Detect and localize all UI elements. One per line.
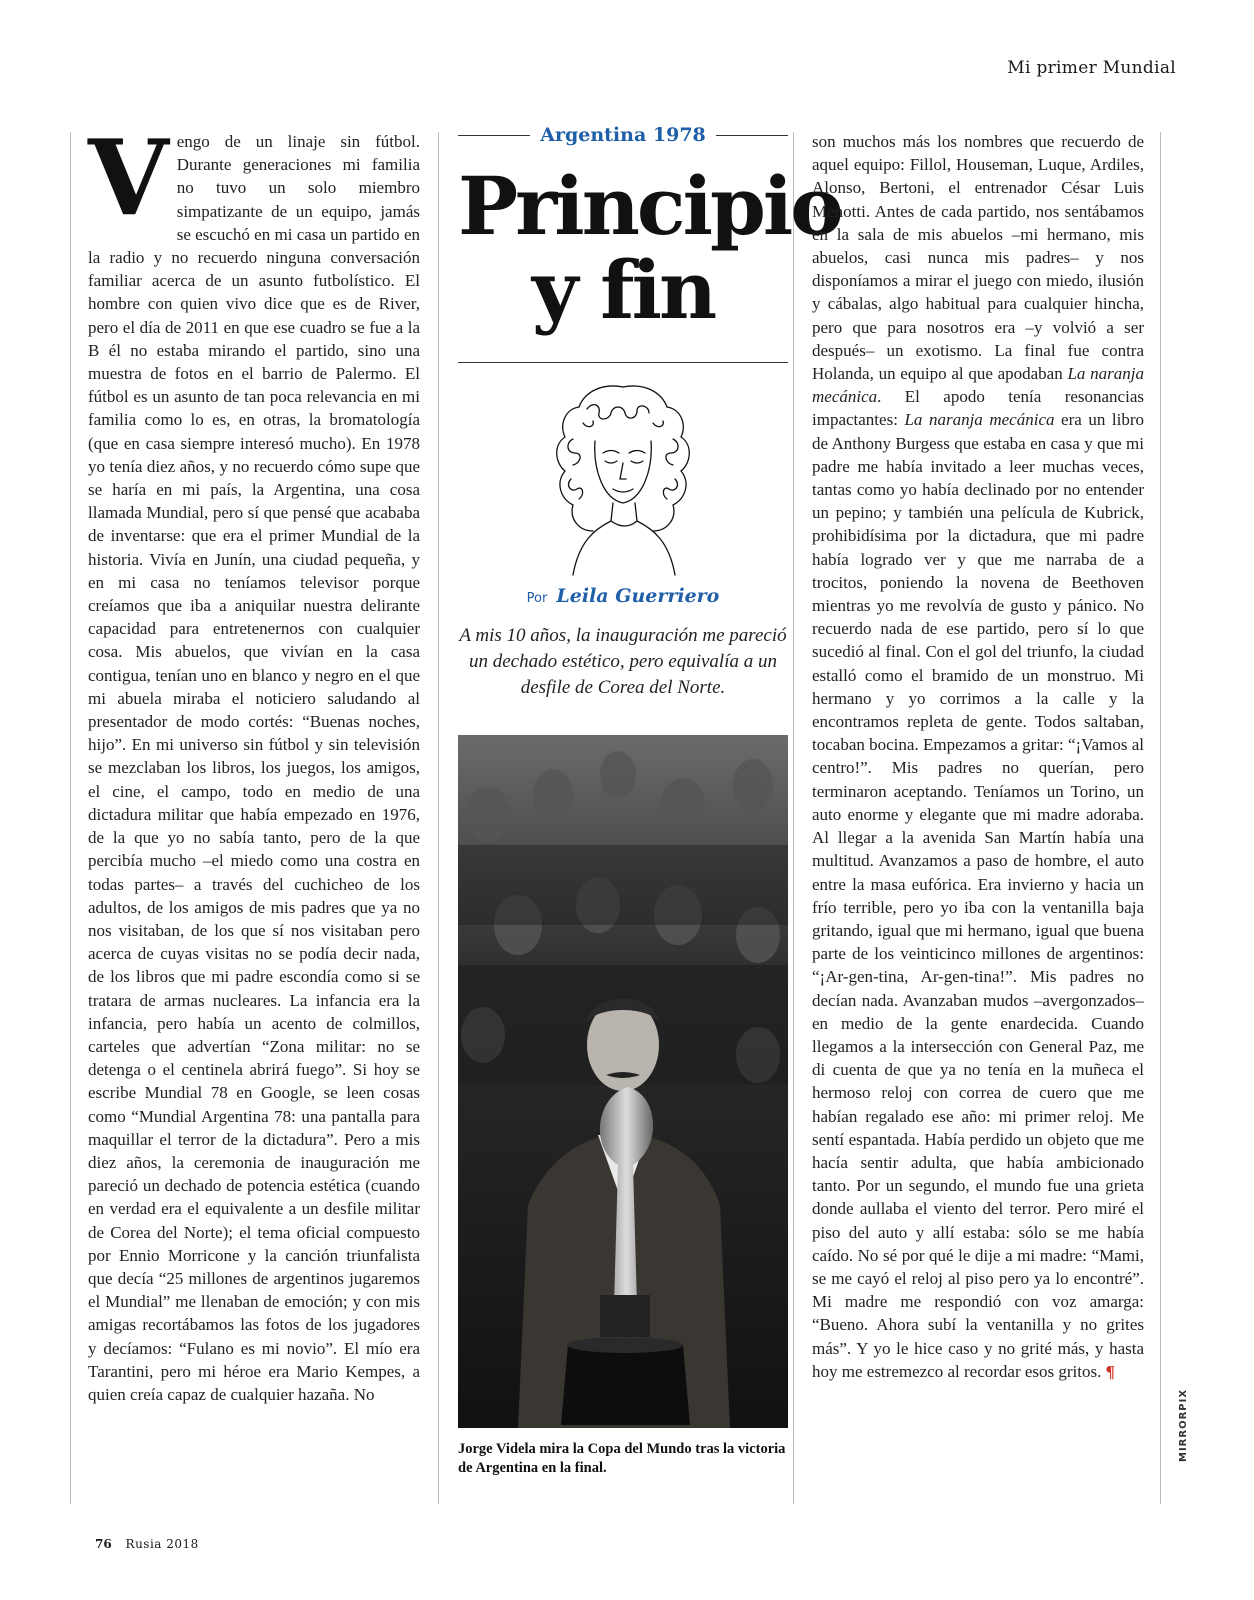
- videla-world-cup-photo: [458, 735, 788, 1428]
- page-footer: [95, 1537, 199, 1551]
- book-title: La naranja mecánica: [904, 410, 1055, 430]
- author-portrait-illustration: [543, 379, 703, 577]
- article-body-part2a: son muchos más los nombres que recuerdo de aquel equipo: Fillol, Houseman, Luque, Ardiles, Alonso, Bertoni, el entrenador César Luis Menotti. Antes de cada partido, nos sentábamos en la sala de mis abuelos –mi hermano, mis abuelos, casi nunca mis padres– y nos disponíamos a mirar el juego con miedo, ilusión y cábalas, algo habitual para cualquier hincha, pero que para nosotros era –y volvió a ser después– un exotismo. La final fue contra Holanda, un equipo al que apodaban: [812, 132, 1144, 384]
- article-column-left: [88, 116, 420, 1406]
- article-body-part2c: era un libro de Anthony Burgess que estaba en casa y que mi padre me había invitado a leer muchas veces, tantas como yo había declinado por no entender un pepino; y también una película de Kubrick, prohibidísima por la dictadura, que mi padre había logrado ver y que me narraba de a trocitos, poniendo la novena de Beethoven mientras yo me revolvía de gusto y pánico. No recuerdo nada de ese partido, pero sí lo que sucedió al final. Con el gol del triunfo, la ciudad estalló como el bramido de un monstruo. Mi hermano y yo corrimos a la calle y la encontramos repleta de gente. Todos saltaban, tocaban bocina. Empezamos a gritar: “¡Vamos al centro!”. Mis padres no querían, pero terminaron aceptando. Teníamos un Torino, un auto enorme y elegante que mi madre adoraba. Al llegar a la avenida San Martín había una multitud. Avanzamos a paso de hombre, el auto entre la masa eufórica. Era invierno y hacia un frío terrible, pero yo iba con la ventanilla baja gritando, igual que mi hermano, igual que buena parte de los veinticinco millones de argentinos: “¡Ar-gen-tina, Ar-gen-tina!”. Mis padres no decían nada. Avanzaban mudos –avergonzados– en medio de la gente enardecida. Cuando llegamos a la intersección con General Paz, me di cuenta de que ya no tenía en la muñeca el hermoso reloj con correa de cuero que me habían regalado ese año: mi primer reloj. Me sentí espantada. Había perdido un objeto que me hacía sentir adulta, que había ambicionado tanto. Por un segundo, el mundo fue una grieta donde aullaba el viento del terror. Pero miré el piso del auto y allí estaba: sólo se me había caído. No sé por qué le dije a mi madre: “Mami, se me cayó el reloj al piso pero ya lo encontré”. Mi madre me respondió con voz amarga: “Bueno. Ahora subí la ventanilla y no grites más”. Y yo le hice caso y no grité más, y hasta hoy me estremezco al recordar esos gritos.: [812, 410, 1144, 1381]
- article-body-part2: [812, 130, 1144, 1383]
- article-body-part1: engo de un linaje sin fútbol. Durante generaciones mi familia no tuvo un solo miembro simpatizante de un equipo, jamás se escuchó en mi casa un partido en la radio y no recuerdo ninguna conversación familiar acerca de un asunto futbolístico. El hombre con quien vivo dice que es de River, pero el día de 2011 en que ese cuadro se fue a la B él no estaba mirando el partido, sino una muestra de fotos en el barrio de Palermo. El fútbol es un asunto de tan poca relevancia en mi familia como lo es, en otras, la bromatología (que en casa siempre interesó mucho). En 1978 yo tenía diez años, y no recuerdo cómo supe que se haría en mi país, la Argentina, una cosa llamada Mundial, pero sí que pensé que acababa de inventarse: que era el primer Mundial de la historia. Vivía en Junín, una ciudad pequeña, y en mi casa no teníamos televisor porque creíamos que iba a aniquilar nuestra delirante capacidad para entretenernos con cualquier cosa. Mis abuelos, que vivían en la casa contigua, tenían uno en blanco y negro en el que mi abuela miraba el noticiero saludando al presentador de modo cortés: “Buenas noches, hijo”. En mi universo sin fútbol y sin televisión se mezclaban los libros, los juegos, los amigos, el cine, el campo, todo en medio de una dictadura militar que había empezado en 1976, de la que yo no sabía tanto, pero de la que percibía mucho –el miedo como una costra en todas partes– a través del cuchicheo de los adultos, de los amigos de mis padres que ya no nos visitaban, de los que sí nos visitaban pero acerca de cuyas visitas no se podía decir nada, de los libros que mi padre escondía como si se tratara de armas nucleares. La infancia era la infancia, pero había un acento de colmillos, carteles que advertían “Zona militar: no se detenga o el centinela abrirá fuego”. Si hoy se escribe Mundial 78 en Google, se leen cosas como “Mundial Argentina 78: una pantalla para maquillar el terror de la dictadura”. Pero a mis diez años, la ceremonia de inauguración me pareció un dechado de potencia estética (cuando en verdad era el equivalente a un desfile militar de Corea del Norte); el tema oficial compuesto por Ennio Morricone y la canción triunfalista que decía “25 millones de argentinos jugaremos el Mundial” me llenaban de emoción; y con mis amigas recortábamos las fotos de los jugadores y decíamos: “Fulano es mi novio”. El mío era Tarantini, pero mi héroe era Mario Kempes, a quien creía capaz de cualquier hazaña. No: [88, 132, 420, 1404]
- column-rule: [1160, 132, 1161, 1504]
- title-line-2: y fin: [531, 243, 715, 337]
- end-mark: ¶: [1105, 1361, 1115, 1381]
- kicker-text: Argentina 1978: [540, 124, 706, 146]
- article-title: [458, 159, 841, 337]
- kicker-rule: [716, 135, 788, 136]
- photo-caption: Jorge Videla mira la Copa del Mundo tras la victoria de Argentina en la final.: [458, 1441, 786, 1476]
- byline-prefix: Por: [526, 591, 548, 606]
- magazine-name: Rusia 2018: [125, 1537, 199, 1551]
- column-rule: [70, 132, 71, 1504]
- title-rule: [458, 362, 788, 363]
- column-rule: [793, 132, 794, 1504]
- byline: [458, 585, 788, 607]
- section-header: Mi primer Mundial: [1007, 58, 1176, 78]
- photo-credit: MIRRORPIX: [1178, 1388, 1189, 1462]
- kicker: [458, 124, 788, 146]
- title-line-1: Principio: [458, 159, 841, 253]
- column-rule: [438, 132, 439, 1504]
- page-number: 76: [95, 1537, 112, 1551]
- article-body-part2b: . El apodo tenía resonancias impactantes:: [812, 387, 1144, 430]
- author-name: Leila Guerriero: [556, 585, 720, 607]
- article-column-right: [812, 130, 1144, 1383]
- drop-cap: V: [88, 116, 169, 239]
- article-deck: A mis 10 años, la inauguración me pareció un dechado estético, pero equivalía a un desfile de Corea del Norte.: [459, 625, 787, 698]
- article-header-block: [458, 124, 841, 720]
- kicker-rule: [458, 135, 530, 136]
- band-nickname: La naranja mecánica: [812, 364, 1144, 407]
